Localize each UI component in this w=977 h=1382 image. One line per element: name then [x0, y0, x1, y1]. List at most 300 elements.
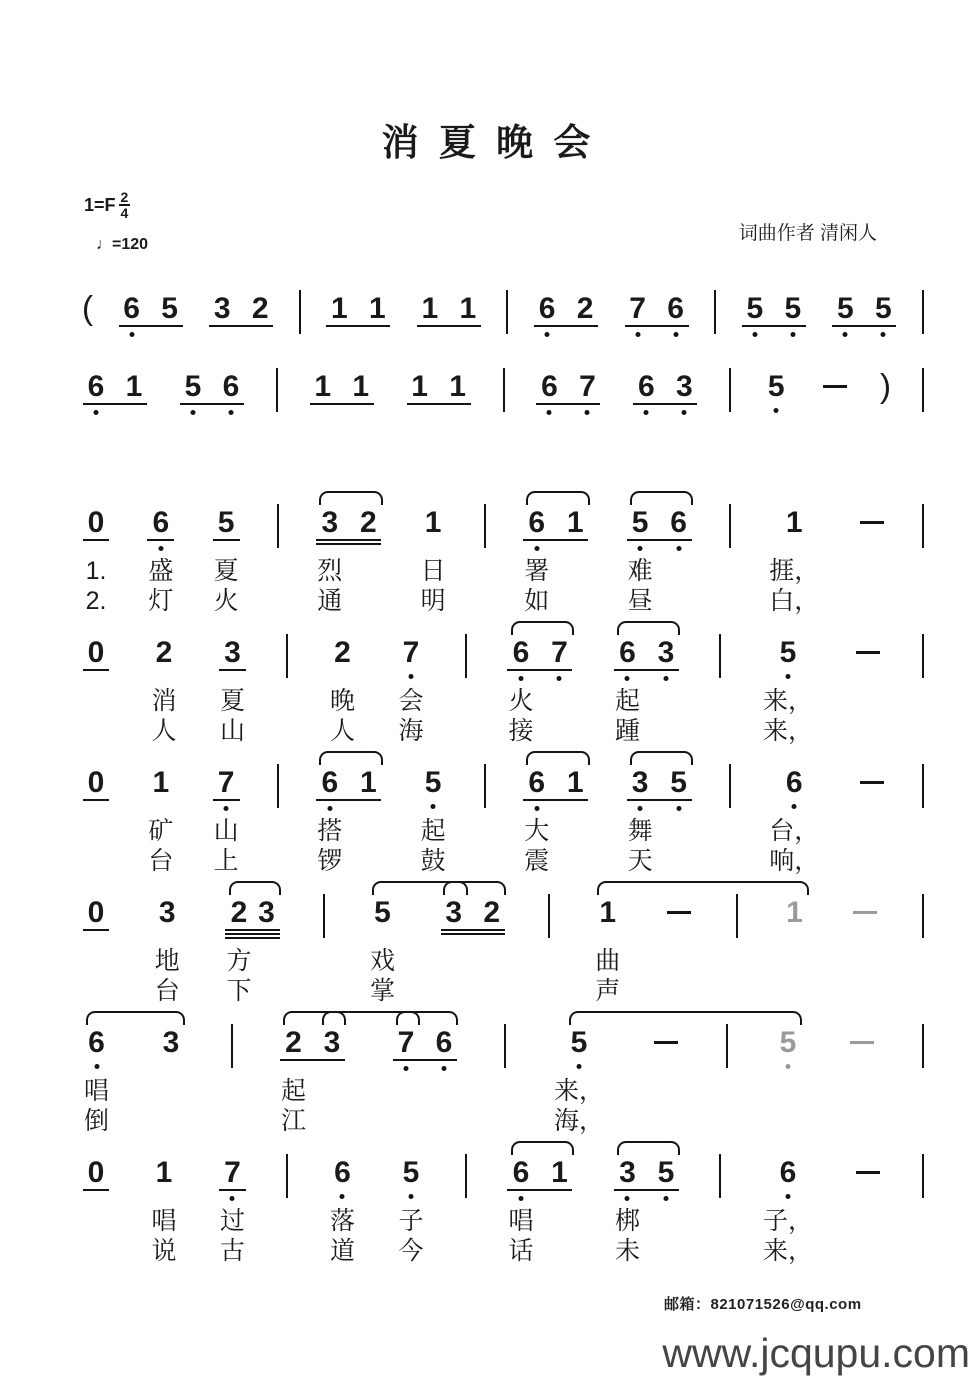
low-octave-dot	[441, 1066, 446, 1071]
note-row	[153, 896, 182, 1006]
lyric-syllable-v2: 如	[524, 587, 550, 615]
low-octave-dot	[785, 674, 790, 679]
time-signature-beats: 2	[120, 189, 129, 205]
note-digit: 6	[334, 1156, 351, 1189]
note-token	[328, 636, 357, 746]
lyric-syllable-v2: 明	[420, 587, 446, 615]
note-token	[328, 1156, 357, 1266]
note-cell	[408, 370, 432, 404]
note-token	[762, 370, 790, 404]
beam-underline	[83, 799, 109, 801]
beam-underline	[219, 669, 246, 671]
note-cell	[181, 370, 205, 404]
low-octave-dot	[327, 806, 332, 811]
note-row	[821, 370, 849, 388]
lyric-syllable-v2: 倒	[84, 1107, 110, 1135]
note-token	[82, 896, 110, 930]
note-cell	[148, 506, 173, 616]
note-cell	[664, 292, 688, 326]
note-digit: 3	[445, 896, 463, 929]
note-digit: 6	[528, 506, 546, 539]
note-digit: 6	[152, 506, 170, 539]
lyric-syllable-v2: 今	[398, 1237, 424, 1265]
note-row	[858, 506, 886, 524]
score-line	[82, 746, 924, 876]
lyric-syllable-v2: 台	[154, 977, 180, 1005]
note-digit: 0	[87, 896, 105, 929]
note-digit: 7	[579, 370, 596, 403]
note-token	[82, 506, 110, 616]
note-digit: 5	[374, 896, 391, 929]
barline	[503, 368, 505, 412]
lyric-syllable-v1: 梆	[614, 1207, 640, 1235]
note-token	[118, 292, 184, 326]
note-cell	[535, 292, 559, 326]
note-digit: 2	[576, 292, 594, 325]
note-cell	[672, 370, 696, 404]
note-cell	[317, 506, 342, 616]
key-signature: 1=F	[84, 194, 116, 215]
note-digit: 3	[676, 370, 693, 403]
note-token	[522, 506, 589, 616]
note-digit: 5	[875, 292, 892, 325]
note-digit: 6	[88, 1026, 105, 1059]
beam-underline	[393, 1059, 457, 1061]
note-cell	[782, 896, 806, 930]
note-digit: 6	[541, 370, 558, 403]
note-cell	[537, 370, 561, 404]
note-digit: 1	[424, 506, 442, 539]
lyric-syllable-v1: 唱	[151, 1207, 177, 1235]
note-token	[149, 636, 178, 746]
slur-arc	[396, 1011, 459, 1025]
lyric-syllable-v1: 起	[420, 817, 446, 845]
beam-underline	[316, 799, 381, 801]
duration-dash	[856, 651, 880, 654]
lyric-syllable-v1: 落	[329, 1207, 355, 1235]
note-cell	[432, 1026, 456, 1060]
dash-cell	[853, 896, 877, 914]
note-cell	[743, 292, 767, 326]
barline	[922, 368, 924, 412]
note-cell	[769, 766, 819, 876]
note-digit: 1	[125, 370, 143, 403]
score-line	[82, 350, 924, 412]
barline	[277, 504, 279, 548]
note-cell	[84, 766, 108, 800]
lyric-syllable-v1: 盛	[148, 557, 174, 585]
note-digit: 2	[359, 506, 377, 539]
slur-arc	[526, 491, 589, 505]
note-digit: 3	[321, 506, 339, 539]
note-row	[328, 636, 357, 746]
lyric-syllable-v2: 天	[627, 847, 653, 875]
note-row	[315, 506, 382, 616]
note-digit: 1	[449, 370, 466, 403]
note-cell	[210, 292, 234, 326]
note-cell	[219, 370, 243, 404]
low-octave-dot	[518, 1196, 523, 1201]
beam-underline	[83, 929, 109, 931]
note-digit: 6	[87, 370, 105, 403]
beam-underline	[417, 325, 481, 327]
lyric-syllable-v1: 子，	[762, 1207, 813, 1235]
note-digit: 3	[158, 896, 176, 929]
note-row	[149, 636, 178, 746]
note-digit: 5	[784, 292, 802, 325]
lyric-syllable-v1: 捱，	[769, 557, 820, 585]
note-token	[552, 1026, 606, 1136]
note-cell	[330, 1156, 355, 1266]
note-row	[218, 636, 247, 746]
lyric-syllable-v1: 子	[398, 1207, 424, 1235]
lyric-syllable-v2: 火	[213, 587, 239, 615]
note-digit: 2	[483, 896, 501, 929]
note-digit: 7	[402, 636, 420, 669]
barline	[726, 1024, 728, 1068]
note-row	[328, 1156, 357, 1266]
note-digit: 1	[786, 896, 803, 929]
score-line	[82, 1006, 924, 1136]
note-digit: 2	[155, 636, 173, 669]
low-octave-dot	[340, 1194, 345, 1199]
note-token	[157, 1026, 185, 1060]
low-octave-dot	[431, 804, 436, 809]
lyric-syllable-v1: 烈	[317, 557, 343, 585]
duration-dash	[823, 385, 847, 388]
lyric-syllable-v1: 消	[151, 687, 177, 715]
note-token	[179, 370, 245, 404]
slur-arc	[511, 621, 574, 635]
lyric-syllable-v2: 上	[213, 847, 239, 875]
dash-cell	[850, 1026, 874, 1044]
note-digit: 5	[746, 292, 764, 325]
note-digit: 7	[629, 292, 646, 325]
note-digit: 2	[285, 1026, 302, 1059]
beam-underline	[534, 325, 598, 327]
low-octave-dot	[408, 1194, 413, 1199]
note-row	[761, 1156, 815, 1266]
lyric-syllable-v2: 通	[317, 587, 343, 615]
note-row	[854, 636, 882, 654]
note-cell	[764, 370, 788, 404]
note-token	[396, 636, 425, 746]
note-cell	[626, 292, 650, 326]
barline	[922, 290, 924, 334]
low-octave-dot	[682, 410, 687, 415]
score-line	[82, 272, 924, 334]
note-cell	[248, 292, 272, 326]
note-row	[854, 1156, 882, 1174]
note-token	[632, 370, 698, 404]
note-cell	[84, 636, 108, 670]
note-cell	[654, 1156, 678, 1266]
note-row	[82, 1026, 111, 1136]
note-token	[309, 370, 375, 404]
lyric-syllable-v1: 晚	[329, 687, 355, 715]
note-cell	[398, 1156, 423, 1266]
lyric-syllable-v2: 鼓	[420, 847, 446, 875]
note-digit: 6	[435, 1026, 453, 1059]
note-digit: 6	[512, 636, 530, 669]
note-digit: 6	[528, 766, 546, 799]
low-octave-dot	[228, 410, 233, 415]
note-token	[780, 896, 808, 930]
note-cell	[155, 896, 180, 1006]
score-line	[82, 1136, 924, 1266]
low-octave-dot	[843, 332, 848, 337]
note-cell	[763, 1156, 813, 1266]
note-token	[396, 1156, 425, 1266]
note-cell	[84, 1156, 108, 1190]
dash-cell	[654, 1026, 678, 1044]
note-token	[522, 766, 589, 876]
note-cell	[442, 896, 466, 930]
lyric-syllable-v1: 日	[420, 557, 446, 585]
note-cell	[524, 766, 549, 876]
note-digit: 2	[230, 896, 248, 929]
lyric-syllable-v2: 话	[508, 1237, 534, 1265]
note-row	[831, 292, 897, 326]
note-cell	[573, 292, 597, 326]
note-row	[767, 506, 821, 616]
low-octave-dot	[534, 806, 539, 811]
barline	[276, 368, 278, 412]
note-cell	[769, 506, 819, 616]
slur-arc	[597, 881, 808, 895]
note-digit: 5	[402, 1156, 420, 1189]
barline	[465, 634, 467, 678]
lyric-syllable-v1: 1.	[85, 557, 107, 585]
note-digit: 3	[631, 766, 649, 799]
barline	[922, 634, 924, 678]
note-row	[613, 1156, 680, 1266]
lyric-syllable-v1: 台，	[769, 817, 820, 845]
note-digit: 7	[551, 636, 568, 669]
note-digit: 1	[152, 766, 170, 799]
note-row	[279, 1026, 346, 1136]
note-row	[419, 766, 448, 876]
beam-underline	[536, 403, 600, 405]
note-cell	[871, 292, 895, 326]
note-row	[82, 1156, 110, 1190]
lyric-syllable-v1: 地	[154, 947, 180, 975]
slur-arc	[319, 751, 382, 765]
note-digit: 5	[631, 506, 649, 539]
note-token	[506, 1156, 573, 1266]
beam-underline	[614, 1189, 679, 1191]
note-cell	[349, 370, 373, 404]
duration-dash-token	[858, 506, 886, 524]
note-row	[396, 636, 425, 746]
lyric-syllable-v1: 舞	[627, 817, 653, 845]
note-cell	[776, 1026, 800, 1060]
lyric-syllable-v2: 响，	[769, 847, 820, 875]
low-octave-dot	[94, 410, 99, 415]
note-row	[82, 506, 110, 616]
beam-underline	[213, 539, 240, 541]
note-token	[440, 896, 506, 930]
note-cell	[615, 1156, 640, 1266]
lyric-syllable-v1: 来，	[553, 1077, 604, 1105]
beam-underline	[83, 539, 109, 541]
note-cell	[781, 292, 805, 326]
barline	[922, 1154, 924, 1198]
note-row	[149, 1156, 178, 1266]
duration-dash	[853, 911, 877, 914]
note-digit: 5	[424, 766, 442, 799]
note-cell	[763, 636, 813, 746]
note-token	[149, 1156, 178, 1266]
score-line	[82, 876, 924, 1006]
note-row	[858, 766, 886, 784]
note-digit: 1	[566, 766, 584, 799]
low-octave-dot	[625, 1196, 630, 1201]
duration-dash-token	[848, 1026, 876, 1044]
barline	[714, 290, 716, 334]
lyric-syllable-v1: 山	[213, 817, 239, 845]
note-digit: 5	[657, 1156, 675, 1189]
note-row	[146, 506, 175, 616]
note-row	[218, 1156, 247, 1266]
note-row	[780, 896, 808, 930]
note-row	[157, 1026, 185, 1060]
duration-dash-token	[854, 636, 882, 654]
barline	[729, 764, 731, 808]
beam-underline	[742, 325, 806, 327]
note-cell	[421, 506, 446, 616]
lyric-syllable-v1: 难	[627, 557, 653, 585]
note-row	[82, 896, 110, 930]
barline	[504, 1024, 506, 1068]
note-row	[325, 292, 391, 326]
barline	[484, 504, 486, 548]
note-row	[208, 292, 274, 326]
note-row	[741, 292, 807, 326]
lyric-syllable-v1: 起	[614, 687, 640, 715]
note-digit: 5	[217, 506, 235, 539]
beam-underline	[507, 669, 572, 671]
low-octave-dot	[230, 1196, 235, 1201]
note-cell	[214, 766, 239, 876]
low-octave-dot	[545, 332, 550, 337]
lyric-syllable-v2: 古	[219, 1237, 245, 1265]
note-digit: 5	[570, 1026, 588, 1059]
beam-underline	[633, 403, 697, 405]
note-token	[419, 766, 448, 876]
note-row	[82, 370, 148, 404]
note-row	[762, 370, 790, 404]
lyric-syllable-v1: 夏	[219, 687, 245, 715]
lyric-syllable-v2: 锣	[317, 847, 343, 875]
note-row	[522, 766, 589, 876]
note-digit: 0	[87, 766, 105, 799]
note-token	[153, 896, 182, 1006]
note-cell	[547, 636, 571, 746]
dash-cell	[856, 636, 880, 654]
note-digit: 5	[670, 766, 687, 799]
note-cell	[158, 292, 182, 326]
open-paren: (	[82, 289, 93, 326]
note-row	[506, 636, 573, 746]
note-row	[309, 370, 375, 404]
note-cell	[394, 1026, 418, 1060]
low-octave-dot	[676, 546, 681, 551]
note-digit: 5	[837, 292, 854, 325]
duration-dash	[654, 1041, 678, 1044]
low-octave-dot	[224, 806, 229, 811]
note-row	[118, 292, 184, 326]
key-time-signature	[84, 190, 977, 220]
note-row	[632, 370, 698, 404]
barline	[922, 1024, 924, 1068]
note-cell	[370, 896, 395, 1006]
note-token	[82, 766, 110, 800]
low-octave-dot	[576, 1064, 581, 1069]
note-cell	[320, 1026, 344, 1136]
beam-underline	[614, 669, 679, 671]
note-cell	[634, 370, 658, 404]
note-row	[665, 896, 693, 914]
duration-dash-token	[652, 1026, 680, 1044]
note-digit: 6	[123, 292, 140, 325]
song-title: 消 夏 晚 会	[381, 122, 596, 163]
note-token	[624, 292, 690, 326]
note-digit: 2	[251, 292, 269, 325]
duration-dash-token	[851, 896, 879, 914]
lyric-syllable-v1: 过	[219, 1207, 245, 1235]
lyric-syllable-v1: 来，	[762, 687, 813, 715]
slur-arc	[569, 1011, 803, 1025]
note-cell	[667, 506, 691, 616]
dash-cell	[856, 1156, 880, 1174]
note-row	[419, 506, 448, 616]
note-row	[146, 766, 175, 876]
note-cell	[563, 766, 587, 876]
note-token	[626, 506, 693, 616]
note-digit: 6	[619, 636, 636, 669]
note-cell	[327, 292, 351, 326]
note-cell	[508, 1156, 533, 1266]
note-digit: 6	[667, 292, 684, 325]
dash-cell	[860, 766, 884, 784]
beam-underline	[627, 539, 692, 541]
low-octave-dot	[635, 332, 640, 337]
lyric-syllable-v2: 昼	[627, 587, 653, 615]
note-token	[774, 1026, 802, 1060]
note-cell	[122, 370, 146, 404]
note-row	[224, 896, 280, 1006]
note-digit: 1	[599, 896, 617, 929]
note-digit: 7	[224, 1156, 241, 1189]
note-digit: 3	[224, 636, 241, 669]
note-cell	[654, 636, 678, 746]
note-cell	[255, 896, 279, 1006]
note-cell	[148, 766, 173, 876]
slur-arc	[229, 881, 281, 895]
low-octave-dot	[129, 332, 134, 337]
duration-dash	[860, 781, 884, 784]
lyric-syllable-v1: 火	[508, 687, 534, 715]
note-cell	[554, 1026, 604, 1136]
note-digit: 5	[779, 1026, 797, 1059]
beam-underline	[219, 1189, 246, 1191]
low-octave-dot	[408, 674, 413, 679]
lyric-syllable-v2: 人	[329, 717, 355, 745]
low-octave-dot	[785, 1064, 790, 1069]
note-token	[626, 766, 693, 876]
low-octave-dot	[518, 676, 523, 681]
